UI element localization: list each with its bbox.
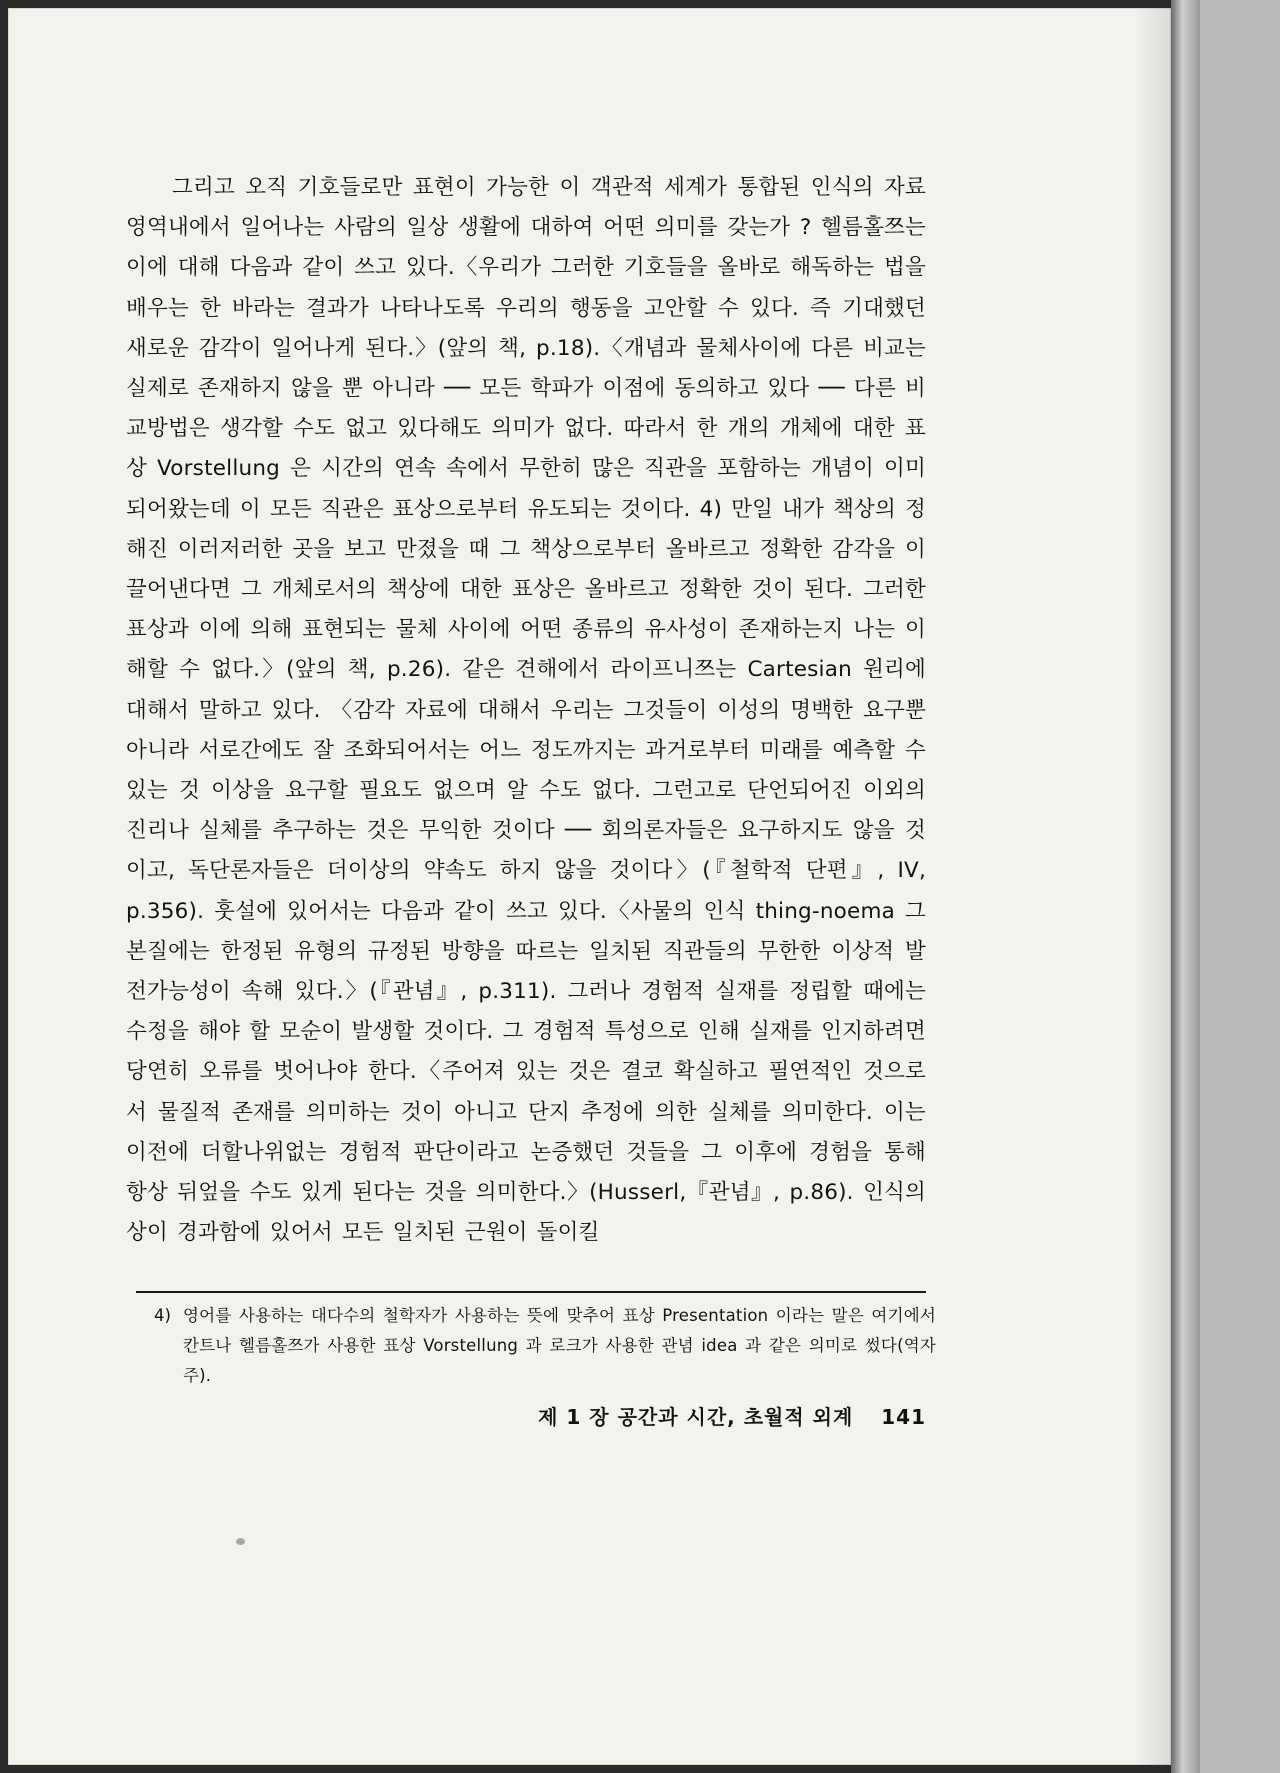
page-number: 141 bbox=[881, 1405, 926, 1429]
footnote-marker: 4) bbox=[154, 1306, 171, 1325]
footnote-separator-rule bbox=[136, 1291, 926, 1293]
chapter-title: 제 1 장 공간과 시간, 초월적 외계 bbox=[538, 1405, 854, 1429]
footnote-text: 영어를 사용하는 대다수의 철학자가 사용하는 뜻에 맞추어 표상 Presentation 이라는 말은 여기에서 칸트나 헬름홀쯔가 사용한 표상 Vorstellung 과 로크가 사용한 관념 idea 과 같은 의미로 썼다(역자 주). bbox=[182, 1306, 936, 1385]
body-paragraph: 그리고 오직 기호들로만 표현이 가능한 이 객관적 세계가 통합된 인식의 자료 영역내에서 일어나는 사람의 일상 생활에 대하여 어떤 의미를 갖는가 ? 헬름홀쯔는 이에 대해 다음과 같이 쓰고 있다.〈우리가 그러한 기호들을 올바로 해독하는 법을 배우는 한 바라는 결과가 나타나도록 우리의 행동을 고안할 수 있다. 즉 기대했던 새로운 감각이 일어나게 된다.〉(앞의 책, p.18).〈개념과 물체사이에 다른 비교는 실제로 존재하지 않을 뿐 아니라 ── 모든 학파가 이점에 동의하고 있다 ── 다른 비교방법은 생각할 수도 없고 있다해도 의미가 없다. 따라서 한 개의 개체에 대한 표상 Vorstellung 은 시간의 연속 속에서 무한히 많은 직관을 포함하는 개념이 이미 되어왔는데 이 모든 직관은 표상으로부터 유도되는 것이다. 4) 만일 내가 책상의 정해진 이러저러한 곳을 보고 만졌을 때 그 책상으로부터 올바르고 정확한 감각을 이끌어낸다면 그 개체로서의 책상에 대한 표상은 올바르고 정확한 것이 된다. 그러한 표상과 이에 의해 표현되는 물체 사이에 어떤 종류의 유사성이 존재하는지 나는 이해할 수 없다.〉(앞의 책, p.26). 같은 견해에서 라이프니쯔는 Cartesian 원리에 대해서 말하고 있다. 〈감각 자료에 대해서 우리는 그것들이 이성의 명백한 요구뿐 아니라 서로간에도 잘 조화되어서는 어느 정도까지는 과거로부터 미래를 예측할 수 있는 것 이상을 요구할 필요도 없으며 알 수도 없다. 그런고로 단언되어진 이외의 진리나 실체를 추구하는 것은 무익한 것이다 ── 회의론자들은 요구하지도 않을 것이고, 독단론자들은 더이상의 약속도 하지 않을 것이다〉(『철학적 단편』, IV, p.356). 훗설에 있어서는 다음과 같이 쓰고 있다.〈사물의 인식 thing-noema 그 본질에는 한정된 유형의 규정된 방향을 따르는 일치된 직관들의 무한한 이상적 발전가능성이 속해 있다.〉(『관념』, p.311). 그러나 경험적 실재를 정립할 때에는 수정을 해야 할 모순이 발생할 것이다. 그 경험적 특성으로 인해 실재를 인지하려면 당연히 오류를 벗어나야 한다.〈주어져 있는 것은 결코 확실하고 필연적인 것으로서 물질적 존재를 의미하는 것이 아니고 단지 추정에 의한 실체를 의미한다. 이는 이전에 더할나위없는 경험적 판단이라고 논증했던 것들을 그 이후에 경험을 통해 항상 뒤엎을 수도 있게 된다는 것을 의미한다.〉(Husserl,『관념』, p.86). 인식의 상이 경과함에 있어서 모든 일치된 근원이 돌이킬 bbox=[126, 175, 926, 1246]
paper-speck bbox=[236, 1538, 245, 1545]
text-column bbox=[126, 168, 926, 1253]
page-sheet bbox=[8, 8, 1171, 1765]
gutter-shading bbox=[1133, 8, 1171, 1765]
running-footer bbox=[136, 1401, 926, 1430]
footnote bbox=[136, 1301, 936, 1391]
book-page-edge bbox=[1171, 0, 1200, 1773]
